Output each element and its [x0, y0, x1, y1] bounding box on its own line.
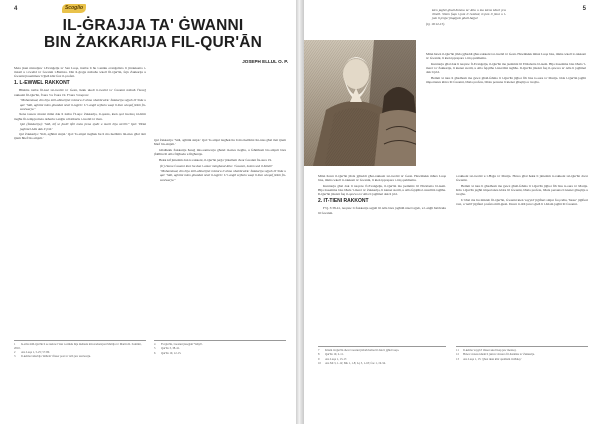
footnote-number: 2: [14, 349, 16, 354]
footnote-rule: [14, 340, 146, 341]
quote-reference: (Q. 19:12-15): [426, 22, 445, 27]
footnote-text: Is-silta mill-Qur'ān li se nużaw f'dan l-artiklu hija meħuda mit-traduzzjoni Maltija ta' Martin R. Zammit, 2010.: [14, 343, 142, 350]
body-paragraph: Kuntrarju għal dak li naqraw fl-Evanġelju, il-Qur'ān ma jsemmix lil Eliżabetta bl-isem. Hija tissemma biss bħala 'l-mara' ta' Żakkarija, li kienet sterili, u Alla fejqilha l-isterilità tagħha. Il-Qur'ān jinsisti fuq il-qawwa ta' Alla li jagħmel dak li jrid.: [318, 183, 446, 197]
body-paragraph: Xena tassew nisslet minn dak li nsibu f'Luqa: Żakkarija, il-qassis, kien qed iwettaq id-dmir tiegħu fit-tempju meta deherlu l-anġlu u ħabbarlu t-twelid ta' iben.: [14, 112, 146, 121]
body-paragraph: Qal Żakkarija: 'Sidi, agħtini sinjal.' Qal: 'Is-sinjal tiegħek hu li ma tkellimx lin-nies għal tlett ijiem ħlief bis-sinjali.': [14, 132, 146, 141]
footnotes-right-col2: [456, 349, 588, 413]
footnote-text: Ara Luqa 1, 15: 'għax ikun kbir quddiem il-Mulej.': [463, 356, 522, 361]
quote-block: kien jagħti għall-ħniena ta' Alla u ma kienx kburi jew ribelli. Sliem fuqu l-jum li twieled, il-jum li jmut u l-jum li jerġa' jitqajjem għall-ħajja!: [432, 8, 506, 21]
footnote-number: 11: [456, 349, 459, 352]
footnote-text: Il-kelma Għarbija 'miħrab' tfisser post ta' talb jew santwarju.: [21, 354, 91, 359]
body-paragraph: Hemm xi nies li għadhom ma ġewx għall-fehma li l-Qur'ān jiġbor fih biss is-sura ta' Marija. Iżda l-Qur'ān jagħti importanza kbira lil Ġwanni, bħala profeta, bħala persuna li kienet għaqlija u twajba.: [456, 183, 588, 197]
body-paragraph: Kuntrarju għal dak li naqraw fl-Evanġelju, il-Qur'ān ma jsemmix lil Eliżabetta bl-isem. Hija tissemma biss bħala 'l-mara' ta' Żakkarija, li kienet sterili, u Alla fejqilha l-isterilità tagħha. Il-Qur'ān jinsisti fuq il-qawwa ta' Alla li jagħmel dak li jrid.: [426, 61, 586, 75]
footnote-number: 10: [318, 361, 321, 366]
body-paragraph: r-rakkont tat-twelid u l-Ħajja ta' Marija. Huwa għal hekk li jintemm ir-rakkont tal-Qur'ān dwar Ġwanni.: [456, 174, 588, 183]
body-paragraph: Għalhekk Żakkarija ħareġ mis-santwarju għand in-nies tiegħu, u fehmhom bis-sinjali biex jfaħħru lil Alla filgħodu u filgħaxija.: [154, 147, 286, 157]
left-column-1: [14, 66, 146, 336]
footnote-number: 1: [14, 343, 16, 346]
spread-gutter: [296, 0, 304, 424]
footnote-text: Ara Luqa 1, 5-25; 57-80.: [21, 349, 50, 354]
footnote-text: Ara Mt 3, 1-12; Mk 1, 1-8; Lq 3, 1-18; Ġw 1, 19-34.: [325, 361, 386, 366]
footnote-number: 5: [154, 346, 156, 351]
footnote-text: Ara Luqa 1, 13-17.: [325, 356, 348, 361]
footnote: [318, 362, 446, 366]
body-paragraph: Minn hawn il-Qur'ān jibda jgħaddi għar-rakkont tat-twelid ta' Ġesù. Hawnhekk mhux Luqa biss, imma wkoll ir-rakkont ta' Ġwanni, li kien ipprepara t-triq quddiemu.: [318, 174, 446, 183]
section-heading: 2. IT-TIENI RAKKONT: [318, 198, 369, 205]
intro-paragraph: Meta jkun nistudjaw l-Evanġelju ta' San Luqa, insibu li hu l-uniku evanġelista li jirrakkonta t-tnissil u t-twelid ta' Ġwanni l-Battista. Din il-ġrajja nsibuha wkoll fil-Qur'ān, fejn Żakkarija u Ġwanni jissemmew b'ġieħ kbir fost il-profeti.: [14, 66, 146, 79]
page-number: 5: [582, 6, 586, 12]
right-column-2: [456, 174, 588, 342]
quote-block: "Muħammad, din hija mill-aħbarijiet mistura li aħna nħabbrulek: Żakkarija sejjaħ lil Sidu u qal: 'Sidi, agħtini minn għandek nisel it-tajjeb'. U l-anġli sejħulu waqt li kien wieqaf jitlob fis-santwarju.": [160, 169, 286, 182]
footnote-number: 7: [318, 349, 320, 352]
left-page: [0, 0, 296, 424]
body-paragraph: Qal Żakkarija: 'Sidi, agħtini sinjal.' Qal: 'Is-sinjal tiegħek hu li ma tkellimx lin-nies għal tlett ijiem ħlief bis-sinjali.': [154, 138, 286, 147]
footnote-rule: [154, 340, 286, 341]
footnote-text: Huwa l-istess kliem li jużaw l-Insara fil-Kantiku ta' Żakkarija.: [463, 352, 535, 357]
engraving-illustration: [304, 40, 416, 166]
right-quote-top: [426, 8, 506, 48]
footnote-rule: [318, 346, 446, 347]
footnote: [154, 352, 286, 356]
footnote-number: 3: [14, 354, 16, 359]
footnote-text: Qur'ān 19, 12-15.: [161, 350, 182, 355]
footnote-text: Kliem il-Qur'ān dwar Ġwanni jixbaħ ħafna lil dak li jgħid Luqa.: [325, 349, 400, 352]
author-byline: JOSEPH ELLUL O. P.: [242, 59, 288, 64]
body-paragraph: Hekk kif jintemm dan ir-rakkont, il-Qur'ān jerġa' jitkellem dwar Ġwanni fis-sura 19.: [159, 157, 272, 162]
footnotes-right: [318, 349, 446, 413]
title-line-1: IL-ĠRAJJA TA' ĠWANNI: [62, 17, 244, 34]
footnote-number: 6: [154, 350, 156, 355]
body-paragraph: F'Q. 3:38-41, naqraw li Żakkarija sejjaħ lil Alla biex jagħtih nisel tajjeb, u l-anġli ħabbrulu lil Ġwanni.: [318, 206, 446, 215]
quote-block: (Ir) ċkunu Ġwanni kien ħa dan l-amar mingħand Alla: 'Ġwanni, żomm sod il-Ktieb!': [160, 163, 273, 168]
footnote-number: 12: [456, 352, 459, 357]
body-paragraph: Hemm xi nies li għadhom ma ġewx għall-fehma li l-Qur'ān jiġbor fih biss is-sura ta' Marija. Iżda l-Qur'ān jagħti importanza kbira lil Ġwanni, bħala profeta, bħala persuna li kienet għaqlija u twajba.: [426, 75, 586, 85]
footnote-text: Fi-Qur'ān, Ġwanni jissejjaħ 'Yaħyā'.: [161, 343, 203, 346]
right-page: [304, 0, 600, 424]
quote-block: Qal (Żakkarija): 'Sidi, kif se jkolli tifel meta jiena xjaħt u marti hija sterili?' Qal: 'Hekk jagħmel Alla dak li jrid.': [20, 122, 146, 131]
footnote: [14, 355, 146, 359]
footnote-number: 9: [318, 356, 320, 361]
footnote-text: Il-kelma 'sayyid' tfisser ukoll kap jew mexxej.: [463, 349, 517, 352]
article-title: [16, 18, 290, 51]
body-paragraph: Bħalma nsibu fil-każ tat-twelid ta' Ġesù, hekk ukoll it-twelid ta' Ġwanni nsibuh f'żewġ rakkonti fil-Qur'ān, f'sura 3 u f'sura 19. F'sura 3 naqraw:: [14, 88, 146, 97]
body-paragraph: U bħal ma hu miktub fil-Qur'ān, Ġwanni kien 'sayyid' jiġifieri sinjur fuq ruħu, 'ħasur' jiġifieri ċast, u 'nabī' jiġifieri profeta mill-ġusti. Dawn it-titli juru l-ġieħ li l-Islam jagħti lil Ġwanni.: [456, 197, 588, 207]
quote-block: "Muħammad, din hija mill-aħbarijiet mistura li aħna nħabbrulek: Żakkarija sejjaħ lil Sidu u qal: 'Sidi, agħtini minn għandek nisel it-tajjeb'. U l-anġli sejħulu waqt li kien wieqaf jitlob fis-santwarju.": [20, 98, 146, 111]
right-column-top-text: [426, 52, 586, 172]
footnote-number: 8: [318, 352, 320, 357]
section-heading: 1. L-EWWEL RAKKONT: [14, 80, 70, 87]
footnote-number: 13: [456, 356, 459, 361]
footnote: [456, 358, 588, 362]
footnotes-left-col2: [154, 343, 286, 413]
footnotes-left: [14, 343, 146, 413]
footnote-number: 4: [154, 343, 156, 346]
right-column-1: [318, 174, 446, 342]
left-column-2: [154, 138, 286, 336]
footnote-text: Qur'ān 3, 38-41.: [161, 346, 180, 351]
magazine-logo: Scoglio: [62, 4, 86, 13]
engraving-image: [304, 40, 416, 166]
footnote-text: Qur'ān 19, 2-11.: [325, 352, 344, 357]
title-line-2: BIN ŻAKKARIJA FIL-QUR'ĀN: [43, 33, 262, 51]
body-paragraph: Minn hawn il-Qur'ān jibda jgħaddi għar-rakkont tat-twelid ta' Ġesù. Hawnhekk mhux Luqa biss, imma wkoll ir-rakkont ta' Ġwanni, li kien ipprepara t-triq quddiemu.: [426, 52, 586, 61]
footnote-rule: [456, 346, 588, 347]
page-number: 4: [14, 6, 18, 12]
